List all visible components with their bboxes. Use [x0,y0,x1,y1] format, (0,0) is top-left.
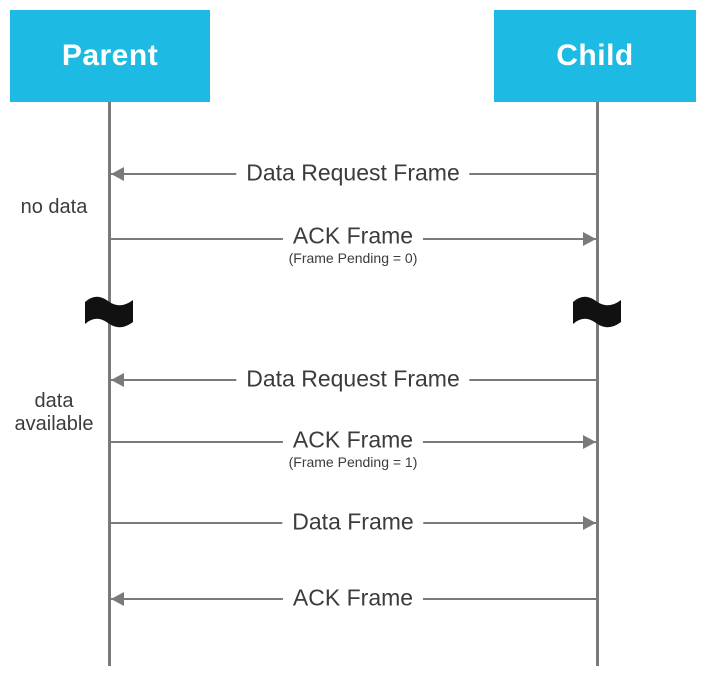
message-label-ack-1: ACK Frame [283,223,423,250]
arrowhead-right-ack-1 [583,232,596,246]
side-note-data-available-line2: available [14,413,94,435]
lifeline-child [596,102,599,666]
message-label-ack-3: ACK Frame [283,585,423,612]
arrowhead-left-ack-3 [111,592,124,606]
message-label-data-request-1: Data Request Frame [236,160,469,187]
side-note-data-available [15,390,94,436]
actor-label-child: Child [556,39,634,72]
actor-box-child [494,10,696,102]
actor-label-parent: Parent [61,39,159,72]
message-sublabel-ack-2: (Frame Pending = 1) [288,454,418,470]
break-mark-parent [83,292,135,332]
arrowhead-left-data-request-2 [111,373,124,387]
arrowhead-right-data-frame [583,516,596,530]
message-label-data-frame: Data Frame [282,509,423,536]
arrowhead-right-ack-2 [583,435,596,449]
actor-box-parent [10,10,210,102]
side-note-no-data: no data [20,196,88,218]
message-label-ack-2: ACK Frame [283,427,423,454]
message-sublabel-ack-1: (Frame Pending = 0) [288,250,418,266]
side-note-data-available-line1: data [34,390,74,412]
arrowhead-left-data-request-1 [111,167,124,181]
message-label-data-request-2: Data Request Frame [236,366,469,393]
break-mark-child [571,292,623,332]
